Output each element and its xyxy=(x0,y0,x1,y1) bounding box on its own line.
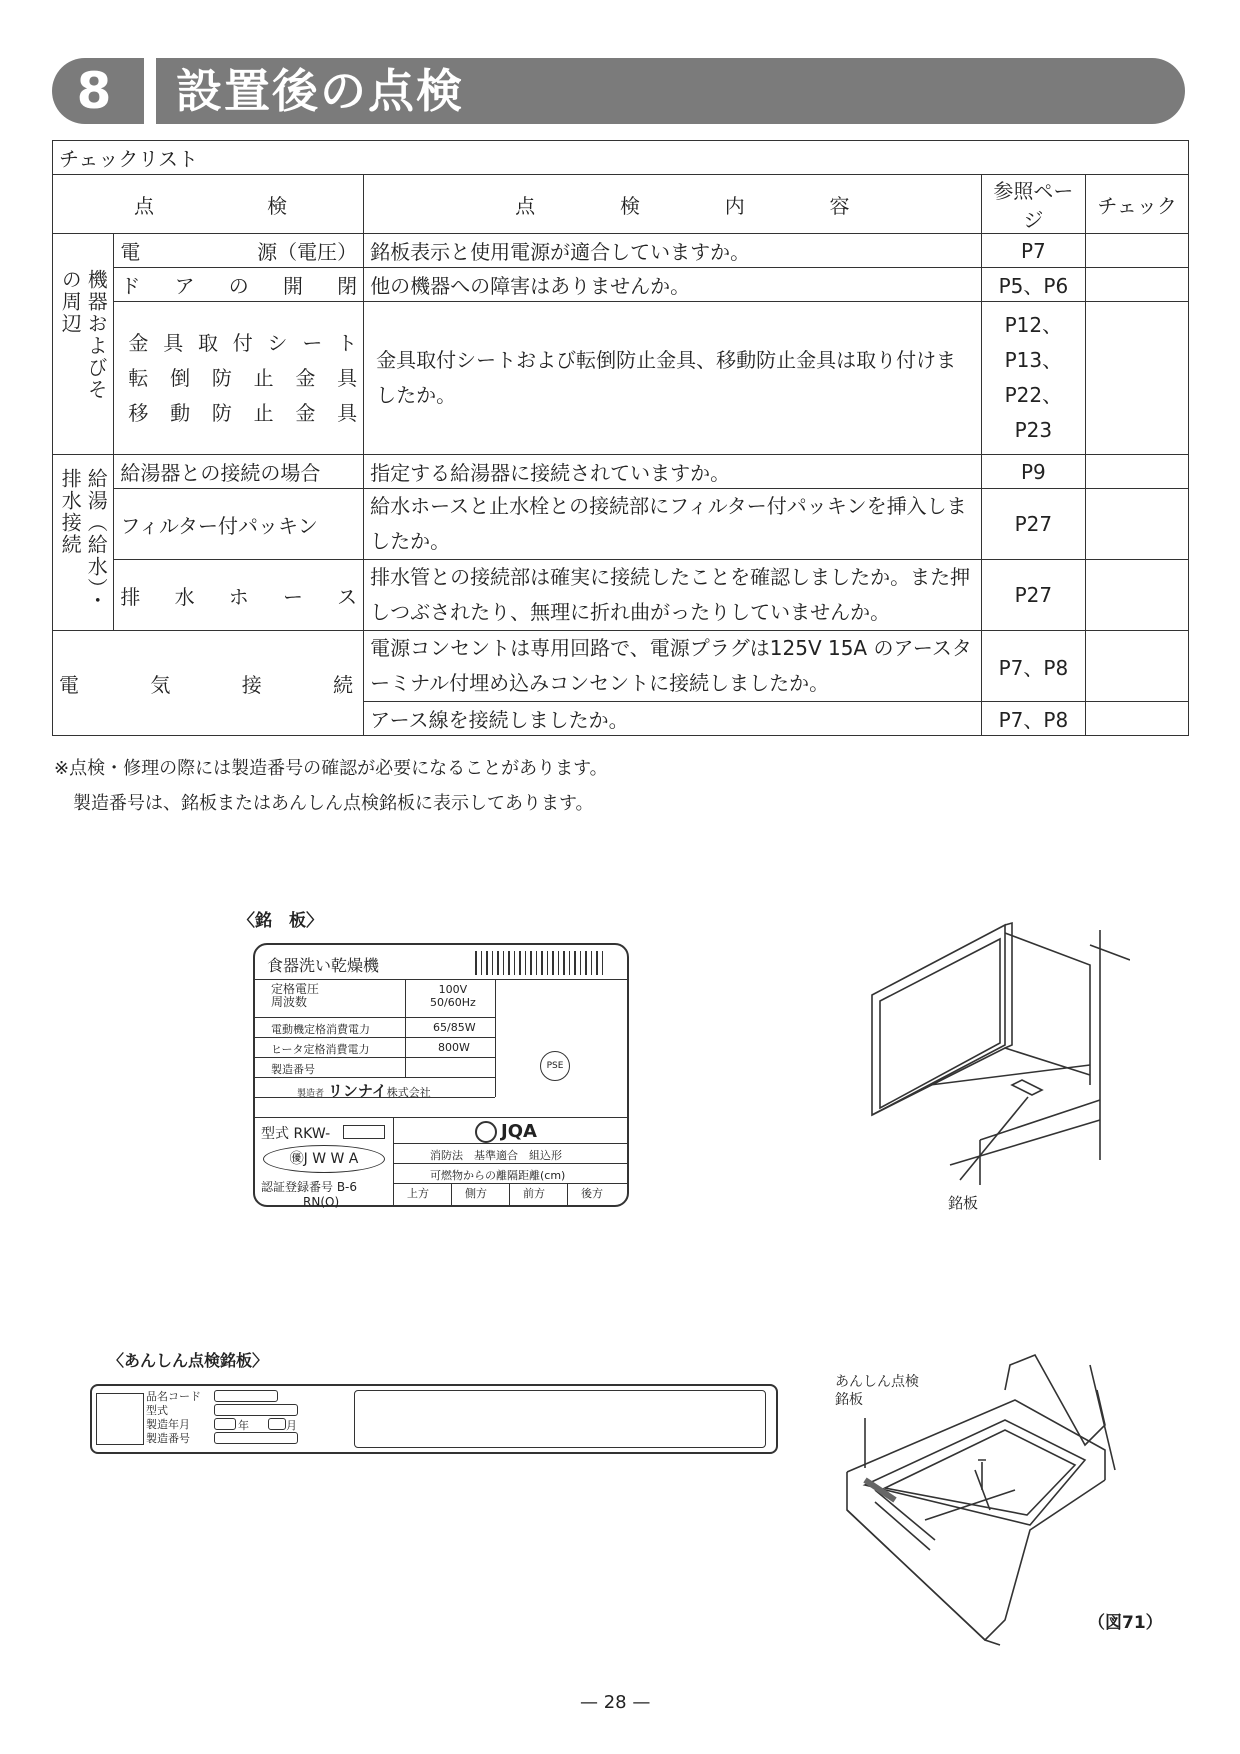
check-cell[interactable] xyxy=(1086,234,1189,268)
nameplate-label: 〈銘 板〉 xyxy=(238,911,323,931)
table-row: 給湯（給水）・排水接続 給湯器との接続の場合 指定する給湯器に接続されていますか。 P9 xyxy=(53,455,1189,489)
table-row: 排 水 ホ ー ス 排水管との接続部は確実に接続したことを確認しましたか。また押しつぶされたり、無理に折れ曲がったりしていませんか。 P27 xyxy=(53,560,1189,631)
callout-anshin-2: 銘板 xyxy=(835,1392,863,1408)
section-title: 設置後の点検 xyxy=(176,64,464,118)
pse-mark: PSE xyxy=(540,1051,570,1081)
table-row: アース線を接続しましたか。 P7、P8 xyxy=(53,702,1189,736)
jqa-logo-icon: JQA xyxy=(475,1121,537,1143)
anshin-label: 〈あんしん点検銘板〉 xyxy=(108,1351,269,1370)
check-cell[interactable] xyxy=(1086,560,1189,631)
barcode-icon xyxy=(475,951,605,975)
callout-anshin-1: あんしん点検 xyxy=(835,1374,919,1390)
note-1: ※点検・修理の際には製造番号の確認が必要になることがあります。 xyxy=(54,758,608,779)
table-row: 機器およびその周辺 電 源（電圧） 銘板表示と使用電源が適合していますか。 P7 xyxy=(53,234,1189,268)
header-check: チェック xyxy=(1086,175,1189,234)
check-cell[interactable] xyxy=(1086,631,1189,702)
group-label-1: 機器およびその周辺 xyxy=(53,234,114,455)
nameplate: 食器洗い乾燥機 定格電圧 周波数 100V 50/60Hz 電動機定格消費電力 65/85W ヒータ定格消費電力 800W 製造番号 製造者 リンナイ株式会社 PSE 型式 RKW- ㊝J W W A 認証登録番号 B-6 RN(O) JQA 消防法 基準適合 組込形 可燃物からの離隔距離(cm) 上方 側方 前方 後方 xyxy=(253,943,629,1207)
table-row: 電 気 接 続 電源コンセントは専用回路で、電源プラグは125V 15A のアースターミナル付埋め込みコンセントに接続しましたか。 P7、P8 xyxy=(53,631,1189,702)
section-header xyxy=(52,58,1185,124)
table-row: ド ア の 開 閉 他の機器への障害はありませんか。 P5、P6 xyxy=(53,268,1189,302)
check-cell[interactable] xyxy=(1086,489,1189,560)
checklist-caption: チェックリスト xyxy=(53,141,1189,175)
qr-area xyxy=(96,1393,144,1445)
figure-label: （図71） xyxy=(1088,1613,1163,1633)
group-label-2: 給湯（給水）・排水接続 xyxy=(53,455,114,631)
table-row: フィルター付パッキン 給水ホースと止水栓との接続部にフィルター付パッキンを挿入しましたか。 P27 xyxy=(53,489,1189,560)
header-content: 点 検 内 容 xyxy=(364,175,981,234)
check-cell[interactable] xyxy=(1086,455,1189,489)
check-cell[interactable] xyxy=(1086,702,1189,736)
check-cell[interactable] xyxy=(1086,302,1189,455)
callout-nameplate: 銘板 xyxy=(948,1194,979,1212)
check-cell[interactable] xyxy=(1086,268,1189,302)
section-number: 8 xyxy=(76,62,112,120)
table-row: 金 具 取 付 シ ー ト 転 倒 防 止 金 具 移 動 防 止 金 具 金具取付シートおよび転倒防止金具、移動防止金具は取り付けましたか。 P12、 P13、 P22、 P23 xyxy=(53,302,1189,455)
jwwa-mark: ㊝J W W A xyxy=(263,1145,385,1173)
table-header-row xyxy=(53,175,1189,234)
header-ref: 参照ページ xyxy=(981,175,1086,234)
anshin-nameplate: 品名コード 型式 製造年月 製造番号 年 月 xyxy=(90,1384,778,1454)
dishwasher-front-illustration xyxy=(860,915,1130,1235)
header-item: 点 検 xyxy=(53,175,364,234)
header-divider xyxy=(144,58,156,124)
note-2: 製造番号は、銘板またはあんしん点検銘板に表示してあります。 xyxy=(73,793,594,814)
group-label-3: 電 気 接 続 xyxy=(53,631,364,736)
checklist-table xyxy=(52,140,1189,736)
dishwasher-open-illustration xyxy=(835,1350,1120,1650)
page-number: — 28 — xyxy=(580,1692,651,1713)
